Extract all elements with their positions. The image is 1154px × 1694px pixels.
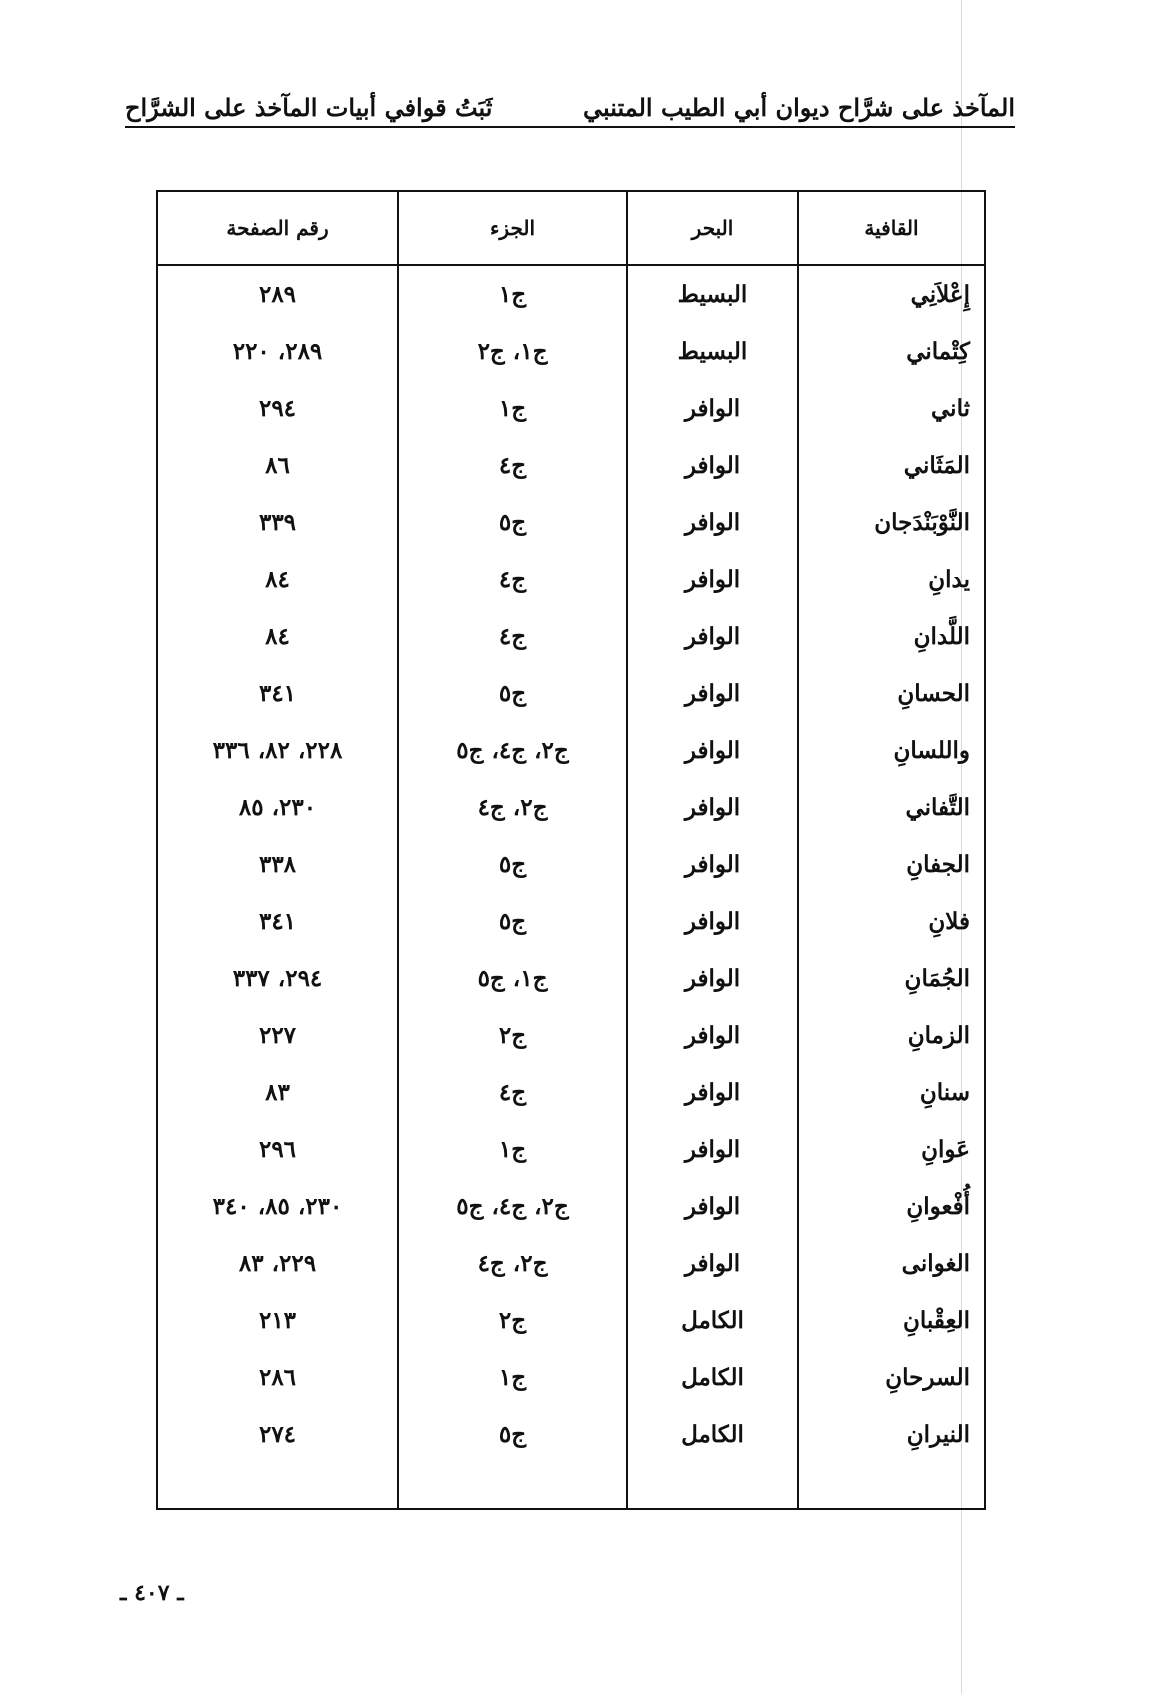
rhyme-cell: عَوانِ (798, 1121, 985, 1178)
table-row (157, 1292, 985, 1349)
table-row (157, 323, 985, 380)
page-cell: ٢٩٦ (258, 1136, 297, 1163)
table-row (157, 265, 985, 323)
page-cell: ٢٢٨، ٨٢، ٣٣٦ (212, 737, 343, 764)
meter-cell: الوافر (627, 836, 798, 893)
meter-cell: الوافر (627, 665, 798, 722)
volume-cell: ج١، ج٢ (398, 323, 627, 380)
meter-cell: الوافر (627, 494, 798, 551)
meter-cell: الوافر (627, 950, 798, 1007)
volume-cell: ج٥ (398, 665, 627, 722)
page-cell: ٢٧٤ (258, 1421, 297, 1448)
page-cell: ٣٤١ (258, 680, 297, 707)
volume-cell: ج٢، ج٤ (398, 1235, 627, 1292)
table-row (157, 380, 985, 437)
running-header (125, 78, 1015, 128)
page-cell: ٢٢٧ (258, 1022, 297, 1049)
empty-cell (627, 1463, 798, 1509)
volume-cell: ج١ (398, 1121, 627, 1178)
meter-cell: الكامل (627, 1292, 798, 1349)
page-cell: ٨٣ (265, 1079, 290, 1106)
volume-cell: ج٤ (398, 608, 627, 665)
volume-cell: ج٢ (398, 1292, 627, 1349)
page-number: ـ ٤٠٧ ـ (120, 1580, 184, 1606)
meter-cell: الوافر (627, 437, 798, 494)
volume-cell: ج٤ (398, 551, 627, 608)
table-row (157, 665, 985, 722)
page-cell: ٢١٣ (258, 1307, 297, 1334)
rhyme-cell: السرحانِ (798, 1349, 985, 1406)
page-cell: ٢٣٠، ٨٥، ٣٤٠ (212, 1193, 343, 1220)
volume-cell: ج٥ (398, 836, 627, 893)
meter-cell: الوافر (627, 1007, 798, 1064)
volume-cell: ج٢ (398, 1007, 627, 1064)
column-header-meter: البحر (627, 191, 798, 265)
table-bottom-spacer (157, 1463, 985, 1509)
page-cell: ٢٨٩ (258, 281, 297, 308)
table-row (157, 1178, 985, 1235)
volume-cell: ج١ (398, 1349, 627, 1406)
meter-cell: الوافر (627, 380, 798, 437)
volume-cell: ج٢، ج٤، ج٥ (398, 722, 627, 779)
table-row (157, 1406, 985, 1463)
table-row (157, 437, 985, 494)
page-cell: ٢٨٦ (258, 1364, 297, 1391)
header-section-title: ثَبَتُ قوافي أبيات المآخذ على الشرَّاح (125, 93, 493, 122)
page-cell: ٢٩٤ (258, 395, 297, 422)
table-row (157, 950, 985, 1007)
meter-cell: الوافر (627, 1178, 798, 1235)
page-cell: ٣٣٨ (258, 851, 297, 878)
table-row (157, 551, 985, 608)
page-cell: ٣٣٩ (258, 509, 297, 536)
empty-cell (157, 1463, 398, 1509)
volume-cell: ج٤ (398, 437, 627, 494)
page-cell: ٨٦ (265, 452, 290, 479)
empty-cell (398, 1463, 627, 1509)
rhyme-cell: الغوانى (798, 1235, 985, 1292)
page-cell: ٢٣٠، ٨٥ (238, 794, 317, 821)
meter-cell: الكامل (627, 1406, 798, 1463)
table-row (157, 836, 985, 893)
volume-cell: ج٥ (398, 893, 627, 950)
rhyme-cell: الجُمَانِ (798, 950, 985, 1007)
header-book-title: المآخذ على شرَّاح ديوان أبي الطيب المتنبي (583, 93, 1015, 122)
table-row (157, 1064, 985, 1121)
rhyme-cell: النيرانِ (798, 1406, 985, 1463)
table-row (157, 1007, 985, 1064)
page-cell: ٢٨٩، ٢٢٠ (232, 338, 323, 365)
volume-cell: ج٢، ج٤ (398, 779, 627, 836)
table-row (157, 1349, 985, 1406)
volume-cell: ج١ (398, 380, 627, 437)
rhyme-cell: المَثَاني (798, 437, 985, 494)
table-row (157, 722, 985, 779)
empty-cell (798, 1463, 985, 1509)
column-header-volume: الجزء (398, 191, 627, 265)
volume-cell: ج٤ (398, 1064, 627, 1121)
rhyme-cell: واللسانِ (798, 722, 985, 779)
rhyme-cell: اللَّدانِ (798, 608, 985, 665)
meter-cell: الوافر (627, 722, 798, 779)
meter-cell: الوافر (627, 1064, 798, 1121)
volume-cell: ج١ (398, 265, 627, 323)
column-header-rhyme: القافية (798, 191, 985, 265)
page-cell: ٨٤ (265, 623, 290, 650)
table-row (157, 1235, 985, 1292)
rhyme-cell: إِعْلاَنِي (798, 265, 985, 323)
rhyme-cell: أُفْعوانِ (798, 1178, 985, 1235)
rhyme-cell: الزمانِ (798, 1007, 985, 1064)
meter-cell: الوافر (627, 893, 798, 950)
meter-cell: الوافر (627, 1121, 798, 1178)
rhyme-cell: سنانِ (798, 1064, 985, 1121)
rhyme-cell: التَّفاني (798, 779, 985, 836)
table-row (157, 779, 985, 836)
page-cell: ٢٩٤، ٣٣٧ (232, 965, 323, 992)
rhyme-cell: ثاني (798, 380, 985, 437)
rhyme-index-table (156, 190, 986, 1510)
page-cell: ٢٢٩، ٨٣ (238, 1250, 317, 1277)
table-row (157, 608, 985, 665)
rhyme-cell: الجفانِ (798, 836, 985, 893)
rhyme-cell: كِتْماني (798, 323, 985, 380)
meter-cell: الوافر (627, 779, 798, 836)
table-row (157, 1121, 985, 1178)
meter-cell: البسيط (627, 323, 798, 380)
volume-cell: ج٥ (398, 494, 627, 551)
volume-cell: ج١، ج٥ (398, 950, 627, 1007)
meter-cell: الوافر (627, 1235, 798, 1292)
volume-cell: ج٢، ج٤، ج٥ (398, 1178, 627, 1235)
column-header-page: رقم الصفحة (157, 191, 398, 265)
rhyme-cell: فلانِ (798, 893, 985, 950)
rhyme-cell: العِقْبانِ (798, 1292, 985, 1349)
page-cell: ٨٤ (265, 566, 290, 593)
table-row (157, 893, 985, 950)
rhyme-cell: الحسانِ (798, 665, 985, 722)
meter-cell: الكامل (627, 1349, 798, 1406)
meter-cell: الوافر (627, 608, 798, 665)
meter-cell: البسيط (627, 265, 798, 323)
table-row (157, 494, 985, 551)
rhyme-cell: يدانِ (798, 551, 985, 608)
table-header-row (157, 191, 985, 265)
volume-cell: ج٥ (398, 1406, 627, 1463)
page-cell: ٣٤١ (258, 908, 297, 935)
rhyme-cell: النَّوْبَنْدَجان (798, 494, 985, 551)
meter-cell: الوافر (627, 551, 798, 608)
